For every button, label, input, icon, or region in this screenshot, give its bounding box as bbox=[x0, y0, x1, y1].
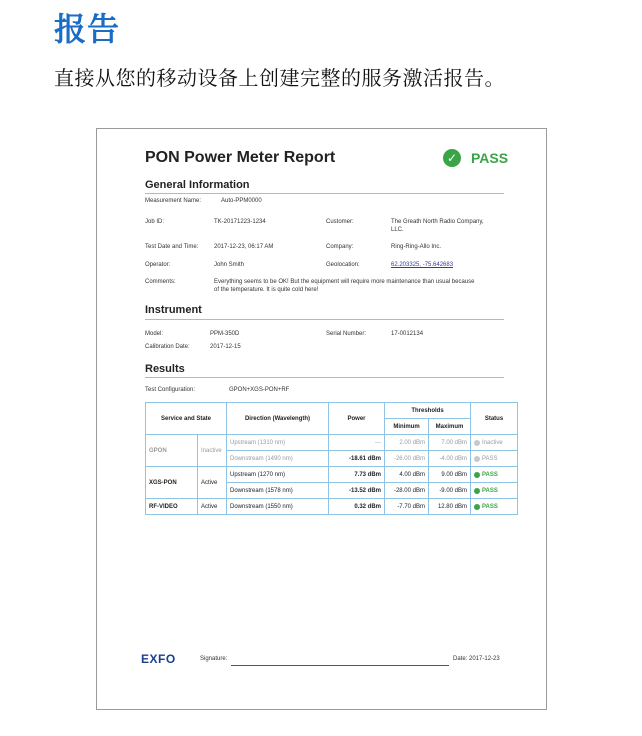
state-cell: Inactive bbox=[198, 435, 227, 467]
signature-line bbox=[231, 665, 449, 666]
inactive-dot-icon bbox=[474, 440, 480, 446]
divider bbox=[145, 319, 504, 320]
status-text: PASS bbox=[482, 455, 498, 462]
company-label: Company: bbox=[326, 244, 354, 250]
comments-value-line2: of the temperature. It is quite cold here! bbox=[214, 287, 319, 293]
state-cell: Active bbox=[198, 467, 227, 499]
status-cell bbox=[471, 451, 518, 467]
col-direction: Direction (Wavelength) bbox=[227, 403, 329, 435]
model-label: Model: bbox=[145, 331, 164, 337]
power-cell: 7.73 dBm bbox=[329, 467, 385, 483]
max-cell: -9.00 dBm bbox=[429, 483, 471, 499]
state-cell: Active bbox=[198, 499, 227, 515]
min-cell: 4.00 dBm bbox=[385, 467, 429, 483]
customer-label: Customer: bbox=[326, 219, 354, 225]
test-config-label: Test Configuration: bbox=[145, 387, 196, 393]
direction-cell: Upstream (1310 nm) bbox=[227, 435, 329, 451]
check-circle-icon bbox=[474, 456, 480, 462]
report-preview bbox=[96, 128, 547, 710]
status-cell bbox=[471, 483, 518, 499]
col-thresholds: Thresholds bbox=[385, 403, 471, 419]
table-header-row bbox=[146, 403, 518, 419]
service-cell: GPON bbox=[146, 435, 198, 467]
status-text: Inactive bbox=[482, 439, 503, 446]
test-date-value: 2017-12-23, 06:17 AM bbox=[214, 244, 274, 250]
results-heading: Results bbox=[145, 363, 185, 375]
geolocation-label: Geolocation: bbox=[326, 262, 360, 268]
geolocation-link[interactable]: 62.203325, -75.642683 bbox=[391, 262, 454, 268]
status-text: PASS bbox=[482, 503, 498, 510]
direction-cell: Downstream (1490 nm) bbox=[227, 451, 329, 467]
status-text: PASS bbox=[482, 487, 498, 494]
calibration-label: Calibration Date: bbox=[145, 344, 190, 350]
max-cell: 9.00 dBm bbox=[429, 467, 471, 483]
check-circle-icon bbox=[474, 504, 480, 510]
direction-cell: Upstream (1270 nm) bbox=[227, 467, 329, 483]
job-id-value: TK-20171223-1234 bbox=[214, 219, 266, 225]
company-value: Ring-Ring-Allo Inc. bbox=[391, 244, 442, 250]
measurement-name-label: Measurement Name: bbox=[145, 198, 202, 204]
divider bbox=[145, 193, 504, 194]
general-info-heading: General Information bbox=[145, 179, 250, 191]
model-value: PPM-350D bbox=[210, 331, 240, 337]
job-id-label: Job ID: bbox=[145, 219, 165, 225]
serial-label: Serial Number: bbox=[326, 331, 367, 337]
status-text: PASS bbox=[482, 471, 498, 478]
customer-value-line2: LLC. bbox=[391, 227, 404, 233]
max-cell: 12.80 dBm bbox=[429, 499, 471, 515]
power-cell: --- bbox=[329, 435, 385, 451]
check-circle-icon bbox=[474, 488, 480, 494]
min-cell: 2.00 dBm bbox=[385, 435, 429, 451]
power-cell: -18.61 dBm bbox=[329, 451, 385, 467]
divider bbox=[145, 377, 504, 378]
table-row bbox=[146, 435, 518, 451]
direction-cell: Downstream (1550 nm) bbox=[227, 499, 329, 515]
min-cell: -7.70 dBm bbox=[385, 499, 429, 515]
test-config-value: GPON+XGS-PON+RF bbox=[229, 387, 290, 393]
max-cell: -4.00 dBm bbox=[429, 451, 471, 467]
test-date-label: Test Date and Time: bbox=[145, 244, 199, 250]
check-circle-icon bbox=[474, 472, 480, 478]
results-table bbox=[145, 402, 518, 515]
min-cell: -26.00 dBm bbox=[385, 451, 429, 467]
instrument-heading: Instrument bbox=[145, 304, 202, 316]
col-minimum: Minimum bbox=[385, 419, 429, 435]
customer-value-line1: The Greath North Radio Company, bbox=[391, 219, 484, 225]
service-cell: RF-VIDEO bbox=[146, 499, 198, 515]
page-title: 报告 bbox=[54, 10, 121, 48]
table-row bbox=[146, 467, 518, 483]
page-subtitle: 直接从您的移动设备上创建完整的服务激活报告。 bbox=[54, 66, 505, 90]
col-service: Service and State bbox=[146, 403, 227, 435]
service-cell: XGS-PON bbox=[146, 467, 198, 499]
serial-value: 17-0012134 bbox=[391, 331, 424, 337]
status-cell bbox=[471, 467, 518, 483]
power-cell: -13.52 dBm bbox=[329, 483, 385, 499]
calibration-value: 2017-12-15 bbox=[210, 344, 241, 350]
status-cell bbox=[471, 435, 518, 451]
measurement-name-value: Auto-PPM0000 bbox=[221, 198, 262, 204]
signature-label: Signature: bbox=[200, 656, 228, 662]
status-cell bbox=[471, 499, 518, 515]
exfo-logo: EXFO bbox=[141, 652, 176, 666]
col-status: Status bbox=[471, 403, 518, 435]
report-title: PON Power Meter Report bbox=[145, 149, 336, 166]
col-power: Power bbox=[329, 403, 385, 435]
direction-cell: Downstream (1578 nm) bbox=[227, 483, 329, 499]
comments-value-line1: Everything seems to be OK! But the equipment will require more maintenance than usual because bbox=[214, 279, 475, 285]
overall-status bbox=[443, 149, 508, 167]
overall-status-label: PASS bbox=[471, 150, 509, 166]
operator-label: Operator: bbox=[145, 262, 171, 268]
operator-value: John Smith bbox=[214, 262, 245, 268]
report-date: Date: 2017-12-23 bbox=[453, 656, 500, 662]
power-cell: 0.32 dBm bbox=[329, 499, 385, 515]
comments-label: Comments: bbox=[145, 279, 176, 285]
col-maximum: Maximum bbox=[429, 419, 471, 435]
table-row bbox=[146, 499, 518, 515]
max-cell: 7.00 dBm bbox=[429, 435, 471, 451]
min-cell: -28.00 dBm bbox=[385, 483, 429, 499]
check-circle-icon: ✓ bbox=[443, 149, 461, 167]
